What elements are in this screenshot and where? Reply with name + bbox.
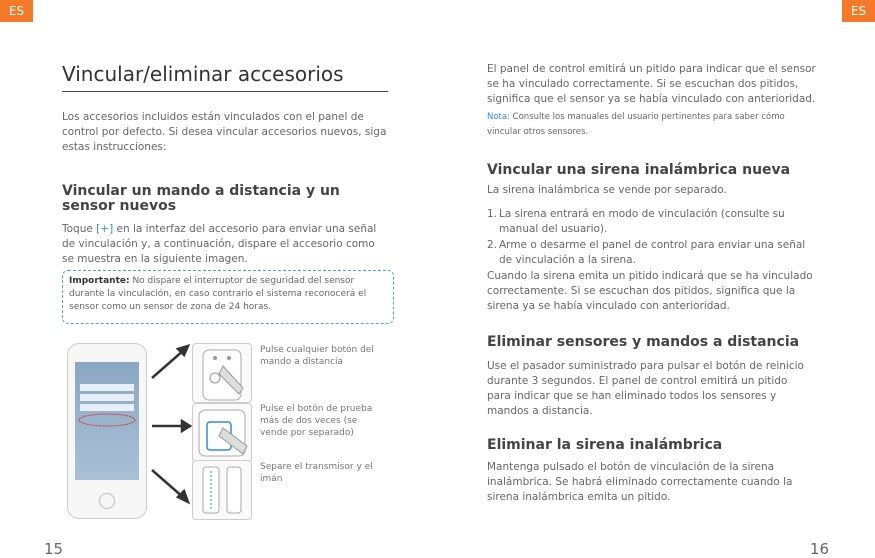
- caption-transmitter-magnet: Separe el transmisor y el imán: [260, 462, 373, 484]
- highlight-oval: [79, 414, 135, 426]
- intro-paragraph: Los accesorios incluidos están vinculados con el panel de control por defecto. Si desea vincular accesorios nuevos, siga estas instrucciones:: [62, 111, 387, 153]
- siren-beep-paragraph: Cuando la sirena emita un pitido indicará que se ha vinculado correctamente. Si se escuchan dos pitidos, significa que la sirena ya se había vinculado con anterioridad.: [487, 270, 813, 312]
- siren-sold-separately: La sirena inalámbrica se vende por separado.: [487, 184, 727, 196]
- caption-remote: Pulse cualquier botón del mando a distancia: [260, 345, 374, 367]
- section-title-remove-sensors: Eliminar sensores y mandos a distancia: [487, 334, 800, 350]
- plus-symbol: [+]: [96, 223, 114, 235]
- home-button-icon: [99, 493, 115, 509]
- arrow-to-magnet: [152, 470, 184, 498]
- list-item: 1. La sirena entrará en modo de vinculación (consulte su manual del usuario).: [487, 208, 785, 235]
- step-text: La sirena entrará en modo de vinculación (consulte su manual del usuario).: [499, 208, 785, 235]
- important-label: Importante:: [69, 276, 130, 286]
- language-tag-right: ES: [842, 0, 875, 22]
- arrow-to-remote: [152, 350, 184, 378]
- title-divider: [62, 91, 388, 92]
- page-number-right: 16: [809, 540, 829, 558]
- remove-siren-paragraph: Mantenga pulsado el botón de vinculación de la sirena inalámbrica. Se habrá eliminado correctamente cuando la sirena inalámbrica emita un pitido.: [487, 461, 793, 503]
- note-label: Nota:: [487, 112, 510, 122]
- instructions-text-start: Toque: [62, 223, 97, 235]
- siren-steps-list: [487, 207, 817, 269]
- caption-test-button: Pulse el botón de prueba más de dos veces (se vende por separado): [260, 404, 373, 438]
- section-title-remove-siren: Eliminar la sirena inalámbrica: [487, 437, 723, 453]
- phone-screen: [75, 362, 139, 480]
- page-number-left: 15: [44, 540, 64, 558]
- instructions-text-end: en la interfaz del accesorio para enviar una señal de vinculación y, a continuación, dispare el accesorio como se muestra en la siguiente imagen.: [62, 223, 377, 265]
- pairing-beep-paragraph: El panel de control emitirá un pitido para indicar que el sensor se ha vinculado correctamente. Si se escuchan dos pitidos, significa que el sensor ya se había vinculado con anterioridad.: [487, 63, 816, 105]
- door-sensor-test-illustration: [192, 403, 252, 463]
- section-title-siren-pairing: Vincular una sirena inalámbrica nueva: [487, 162, 791, 178]
- section-title-remote-sensor: Vincular un mando a distancia y un sensor nuevos: [62, 183, 340, 214]
- important-notice: [62, 270, 394, 324]
- language-tag-left: ES: [0, 0, 33, 22]
- note: [487, 110, 797, 140]
- remote-control-illustration: [192, 343, 252, 403]
- smartphone-illustration: [67, 343, 147, 519]
- remove-sensors-paragraph: Use el pasador suministrado para pulsar el botón de reinicio durante 3 segundos. El panel de control emitirá un pitido para indicar que se han eliminado todos los sensores y mandos a distancia.: [487, 360, 804, 417]
- step-text: Arme o desarme el panel de control para enviar una señal de vinculación a la sirena.: [499, 239, 806, 266]
- list-item: 2. Arme o desarme el panel de control para enviar una señal de vinculación a la sirena.: [487, 239, 806, 266]
- transmitter-magnet-illustration: [192, 460, 252, 520]
- important-text: No dispare el interruptor de seguridad del sensor durante la vinculación, en caso contrario el sistema reconocerá el sensor como un sensor de zona de 24 horas.: [69, 276, 367, 312]
- page-title: Vincular/eliminar accesorios: [62, 62, 344, 86]
- remote-sensor-instructions: [62, 222, 382, 267]
- note-text: Consulte los manuales del usuario pertinentes para saber cómo vincular otros sensores.: [487, 112, 785, 137]
